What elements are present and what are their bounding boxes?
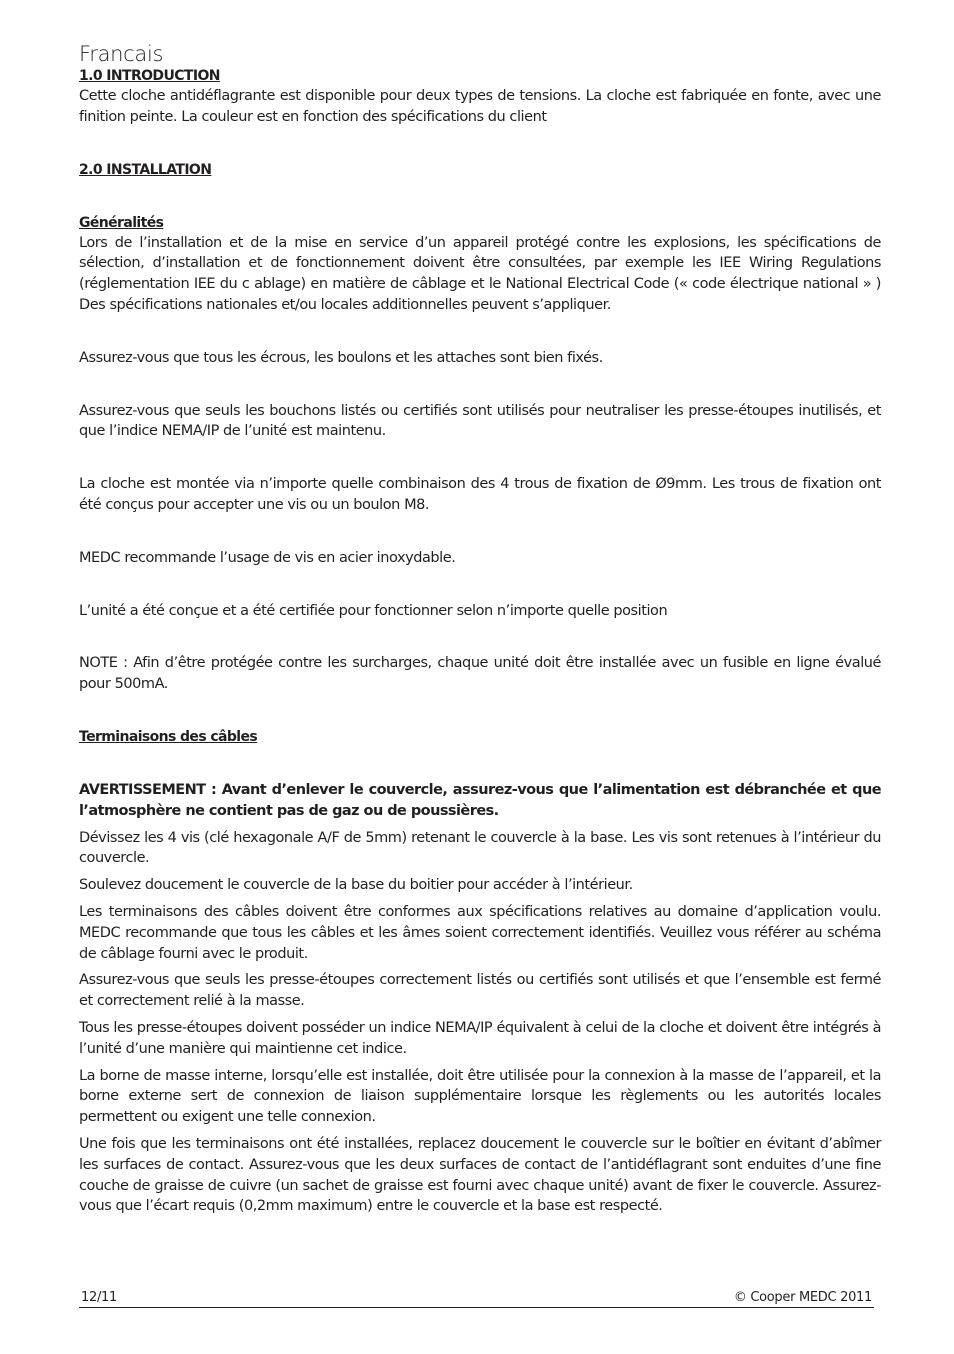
warning-paragraph: AVERTISSEMENT : Avant d’enlever le couvercle, assurez-vous que l’alimentation est débranchée et que l’atmosphère ne contient pas de gaz ou de poussières. [79,781,881,819]
terminaisons-paragraph: Tous les presse-étoupes doivent posséder un indice NEMA/IP équivalent à celui de la cloche et doivent être intégrés à l’unité d’une manière qui maintienne cet indice. [79,1019,881,1057]
terminaisons-paragraph: Une fois que les terminaisons ont été installées, replacez doucement le couvercle sur le boîtier en évitant d’abîmer les surfaces de contact. Assurez-vous que les deux surfaces de contact de l’antidéflagrant sont enduites d’une fine couche de graisse de cuivre (un sachet de graisse est fourni avec chaque unité) avant de fixer le couvercle. Assurez-vous que l’écart requis (0,2mm maximum) entre le couvercle et la base est respecté. [79,1135,881,1215]
language-heading: Francais [79,42,164,66]
terminaisons-paragraph: Assurez-vous que seuls les presse-étoupes correctement listés ou certifiés sont utilisés et que l’ensemble est fermé et correctement relié à la masse. [79,972,881,1010]
section-title-installation: 2.0 INSTALLATION [79,161,212,178]
document-page [79,42,881,1217]
generalites-paragraph: Assurez-vous que tous les écrous, les boulons et les attaches sont bien fixés. [79,349,603,366]
terminaisons-paragraph: Dévissez les 4 vis (clé hexagonale A/F de 5mm) retenant le couvercle à la base. Les vis sont retenues à l’intérieur du couvercle. [79,829,881,867]
terminaisons-paragraph: Les terminaisons des câbles doivent être conformes aux spécifications relatives au domaine d’application voulu. MEDC recommande que tous les câbles et les âmes soient correctement identifiés. Veuillez vous référer au schéma de câblage fourni avec le produit. [79,903,881,962]
footer-date-code: 12/11 [81,1290,117,1305]
generalites-paragraph: L’unité a été conçue et a été certifiée pour fonctionner selon n’importe quelle position [79,602,668,619]
footer-rule [79,1307,874,1308]
section-title-introduction: 1.0 INTRODUCTION [79,68,220,84]
terminaisons-paragraph: La borne de masse interne, lorsqu’elle est installée, doit être utilisée pour la connexion à la masse de l’appareil, et la borne externe sert de connexion de liaison supplémentaire lorsque les règlements ou les autorités locales permettent ou exigent une telle connexion. [79,1067,881,1126]
note-paragraph: NOTE : Afin d’être protégée contre les surcharges, chaque unité doit être installée avec un fusible en ligne évalué pour 500mA. [79,655,881,693]
subsection-title-generalites: Généralités [79,214,164,231]
terminaisons-paragraph: Soulevez doucement le couvercle de la base du boitier pour accéder à l’intérieur. [79,877,633,894]
footer-copyright: © Cooper MEDC 2011 [733,1290,872,1305]
generalites-paragraph: MEDC recommande l’usage de vis en acier inoxydable. [79,549,456,566]
intro-paragraph: Cette cloche antidéflagrante est disponible pour deux types de tensions. La cloche est fabriquée en fonte, avec une finition peinte. La couleur est en fonction des spécifications du client [79,88,881,125]
generalites-paragraph: La cloche est montée via n’importe quelle combinaison des 4 trous de fixation de Ø9mm. Les trous de fixation ont été conçus pour accepter une vis ou un boulon M8. [79,476,881,513]
generalites-paragraph: Lors de l’installation et de la mise en service d’un appareil protégé contre les explosions, les spécifications de sélection, d’installation et de fonctionnement doivent être consultées, par exemple les IEE Wiring Regulations (réglementation IEE du c ablage) en matière de câblage et le National Electrical Code (« code électrique national » ) Des spécifications nationales et/ou locales additionnelles peuvent s’appliquer. [79,234,881,313]
generalites-paragraph: Assurez-vous que seuls les bouchons listés ou certifiés sont utilisés pour neutraliser les presse-étoupes inutilisés, et que l’indice NEMA/IP de l’unité est maintenu. [79,402,881,440]
subsection-title-terminaisons: Terminaisons des câbles [79,728,258,745]
